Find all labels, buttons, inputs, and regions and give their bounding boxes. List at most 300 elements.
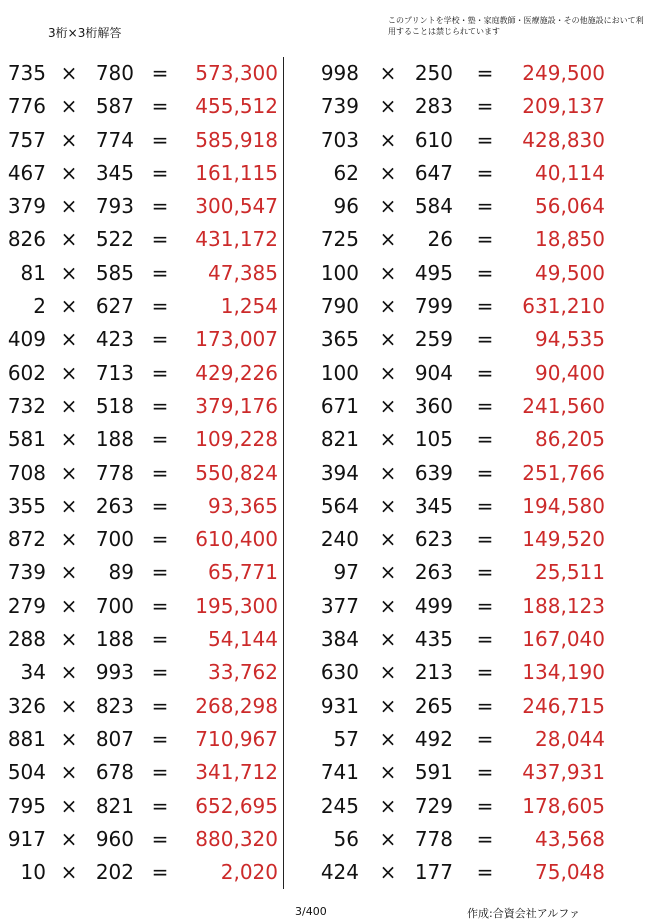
equals-sign: =: [151, 627, 169, 652]
answer: 585,918: [195, 127, 278, 152]
multiplier: 729: [414, 793, 453, 818]
multiplier: 345: [95, 160, 134, 185]
equals-sign: =: [476, 427, 494, 452]
answer: 188,123: [522, 593, 605, 618]
problem-row: [0, 690, 300, 723]
multiplicand: 56: [333, 826, 359, 851]
times-sign: ×: [379, 327, 397, 352]
problem-row: [313, 623, 613, 656]
multiplicand: 240: [320, 527, 359, 552]
times-sign: ×: [379, 760, 397, 785]
multiplicand: 872: [7, 527, 46, 552]
problem-row: [313, 723, 613, 756]
times-sign: ×: [379, 94, 397, 119]
answer: 550,824: [195, 460, 278, 485]
answer: 25,511: [535, 560, 605, 585]
multiplicand: 10: [20, 860, 46, 885]
multiplicand: 881: [7, 726, 46, 751]
multiplicand: 671: [320, 393, 359, 418]
times-sign: ×: [60, 160, 78, 185]
times-sign: ×: [60, 194, 78, 219]
multiplicand: 81: [20, 260, 46, 285]
times-sign: ×: [379, 127, 397, 152]
multiplicand: 96: [333, 194, 359, 219]
equals-sign: =: [476, 327, 494, 352]
problem-row: [313, 357, 613, 390]
multiplier: 647: [414, 160, 453, 185]
multiplier: 499: [414, 593, 453, 618]
multiplicand: 245: [320, 793, 359, 818]
problem-row: [313, 257, 613, 290]
equals-sign: =: [476, 460, 494, 485]
answer: 268,298: [195, 693, 278, 718]
answer: 149,520: [522, 527, 605, 552]
equals-sign: =: [151, 227, 169, 252]
answer: 429,226: [195, 360, 278, 385]
multiplicand: 504: [7, 760, 46, 785]
answer: 209,137: [522, 94, 605, 119]
multiplier: 778: [95, 460, 134, 485]
equals-sign: =: [151, 360, 169, 385]
multiplicand: 739: [320, 94, 359, 119]
multiplier: 821: [95, 793, 134, 818]
equals-sign: =: [151, 194, 169, 219]
multiplier: 774: [95, 127, 134, 152]
multiplicand: 757: [7, 127, 46, 152]
answer: 573,300: [195, 61, 278, 85]
equals-sign: =: [476, 393, 494, 418]
answer: 161,115: [195, 160, 278, 185]
problem-row: [0, 623, 300, 656]
problem-row: [313, 223, 613, 256]
problem-row: [313, 590, 613, 623]
multiplier: 700: [95, 527, 134, 552]
equals-sign: =: [476, 826, 494, 851]
times-sign: ×: [379, 826, 397, 851]
multiplier: 610: [414, 127, 453, 152]
times-sign: ×: [379, 61, 397, 85]
multiplier: 585: [95, 260, 134, 285]
multiplicand: 326: [7, 693, 46, 718]
multiplier: 423: [95, 327, 134, 352]
equals-sign: =: [476, 726, 494, 751]
problem-row: [313, 523, 613, 556]
answer: 341,712: [195, 760, 278, 785]
multiplier: 522: [95, 227, 134, 252]
equals-sign: =: [476, 793, 494, 818]
problem-row: [313, 390, 613, 423]
multiplicand: 384: [320, 627, 359, 652]
times-sign: ×: [60, 393, 78, 418]
multiplier: 904: [414, 360, 453, 385]
multiplicand: 100: [320, 360, 359, 385]
multiplier: 105: [414, 427, 453, 452]
problem-row: [0, 423, 300, 456]
multiplier: 823: [95, 693, 134, 718]
multiplier: 807: [95, 726, 134, 751]
times-sign: ×: [60, 460, 78, 485]
equals-sign: =: [151, 61, 169, 85]
equals-sign: =: [151, 94, 169, 119]
multiplier: 263: [95, 493, 134, 518]
times-sign: ×: [60, 693, 78, 718]
multiplier: 678: [95, 760, 134, 785]
times-sign: ×: [60, 560, 78, 585]
times-sign: ×: [60, 260, 78, 285]
answer: 65,771: [208, 560, 278, 585]
multiplicand: 581: [7, 427, 46, 452]
times-sign: ×: [60, 427, 78, 452]
multiplicand: 279: [7, 593, 46, 618]
problem-row: [313, 490, 613, 523]
multiplicand: 97: [333, 560, 359, 585]
times-sign: ×: [379, 393, 397, 418]
multiplicand: 34: [20, 660, 46, 685]
problem-row: [0, 656, 300, 689]
author-credit: 作成:合資会社アルファ: [467, 907, 581, 920]
answer: 710,967: [195, 726, 278, 751]
equals-sign: =: [476, 94, 494, 119]
answer: 109,228: [195, 427, 278, 452]
times-sign: ×: [60, 294, 78, 319]
multiplier: 799: [414, 294, 453, 319]
answer: 880,320: [195, 826, 278, 851]
answer: 54,144: [208, 627, 278, 652]
times-sign: ×: [379, 260, 397, 285]
answer: 178,605: [522, 793, 605, 818]
worksheet-title: 3桁×3桁解答: [48, 26, 122, 40]
problem-row: [0, 124, 300, 157]
problem-row: [313, 90, 613, 123]
column-divider: [283, 57, 284, 889]
equals-sign: =: [476, 493, 494, 518]
equals-sign: =: [151, 793, 169, 818]
times-sign: ×: [60, 493, 78, 518]
multiplicand: 708: [7, 460, 46, 485]
equals-sign: =: [476, 61, 494, 85]
equals-sign: =: [151, 160, 169, 185]
answer: 40,114: [535, 160, 605, 185]
equals-sign: =: [476, 560, 494, 585]
multiplicand: 365: [320, 327, 359, 352]
equals-sign: =: [476, 294, 494, 319]
answer: 437,931: [522, 760, 605, 785]
equals-sign: =: [151, 427, 169, 452]
multiplier: 495: [414, 260, 453, 285]
answer: 173,007: [195, 327, 278, 352]
multiplicand: 62: [333, 160, 359, 185]
multiplier: 259: [414, 327, 453, 352]
equals-sign: =: [151, 460, 169, 485]
multiplicand: 735: [7, 61, 46, 85]
answer: 241,560: [522, 393, 605, 418]
multiplier: 639: [414, 460, 453, 485]
multiplicand: 424: [320, 860, 359, 885]
answer: 28,044: [535, 726, 605, 751]
problem-row: [313, 556, 613, 589]
problem-row: [313, 823, 613, 856]
multiplier: 700: [95, 593, 134, 618]
times-sign: ×: [60, 61, 78, 85]
equals-sign: =: [151, 860, 169, 885]
multiplicand: 379: [7, 194, 46, 219]
problem-row: [313, 690, 613, 723]
problem-row: [313, 323, 613, 356]
problem-row: [0, 756, 300, 789]
multiplier: 213: [414, 660, 453, 685]
multiplier: 360: [414, 393, 453, 418]
multiplicand: 100: [320, 260, 359, 285]
times-sign: ×: [379, 593, 397, 618]
times-sign: ×: [379, 360, 397, 385]
problem-row: [313, 457, 613, 490]
answer: 455,512: [195, 94, 278, 119]
times-sign: ×: [379, 227, 397, 252]
equals-sign: =: [151, 527, 169, 552]
answer: 652,695: [195, 793, 278, 818]
multiplicand: 790: [320, 294, 359, 319]
equals-sign: =: [476, 194, 494, 219]
problem-row: [0, 723, 300, 756]
page-number: 3/400: [295, 905, 327, 918]
answer: 428,830: [522, 127, 605, 152]
multiplicand: 377: [320, 593, 359, 618]
equals-sign: =: [151, 327, 169, 352]
answer: 300,547: [195, 194, 278, 219]
times-sign: ×: [379, 527, 397, 552]
times-sign: ×: [60, 94, 78, 119]
answer: 251,766: [522, 460, 605, 485]
answer: 43,568: [535, 826, 605, 851]
problem-row: [0, 257, 300, 290]
answer: 631,210: [522, 294, 605, 319]
multiplicand: 409: [7, 327, 46, 352]
multiplier: 584: [414, 194, 453, 219]
times-sign: ×: [379, 660, 397, 685]
equals-sign: =: [476, 227, 494, 252]
multiplier: 283: [414, 94, 453, 119]
multiplier: 188: [95, 427, 134, 452]
multiplicand: 564: [320, 493, 359, 518]
times-sign: ×: [60, 227, 78, 252]
multiplier: 188: [95, 627, 134, 652]
equals-sign: =: [476, 260, 494, 285]
multiplicand: 630: [320, 660, 359, 685]
times-sign: ×: [379, 860, 397, 885]
answer: 90,400: [535, 360, 605, 385]
times-sign: ×: [379, 460, 397, 485]
times-sign: ×: [60, 826, 78, 851]
problem-row: [0, 357, 300, 390]
answer: 431,172: [195, 227, 278, 252]
equals-sign: =: [476, 627, 494, 652]
times-sign: ×: [60, 726, 78, 751]
multiplicand: 741: [320, 760, 359, 785]
multiplier: 202: [95, 860, 134, 885]
usage-notice: このプリントを学校・塾・家庭教師・医療施設・その他施設において利用することは禁じられています: [388, 16, 644, 36]
multiplier: 250: [414, 61, 453, 85]
problem-row: [0, 90, 300, 123]
times-sign: ×: [379, 793, 397, 818]
answer: 2,020: [220, 860, 278, 885]
times-sign: ×: [60, 360, 78, 385]
answer: 47,385: [208, 260, 278, 285]
multiplicand: 602: [7, 360, 46, 385]
equals-sign: =: [151, 660, 169, 685]
times-sign: ×: [379, 160, 397, 185]
problem-row: [0, 290, 300, 323]
answer: 1,254: [220, 294, 278, 319]
times-sign: ×: [60, 793, 78, 818]
multiplier: 623: [414, 527, 453, 552]
equals-sign: =: [151, 127, 169, 152]
multiplier: 177: [414, 860, 453, 885]
equals-sign: =: [476, 760, 494, 785]
multiplicand: 57: [333, 726, 359, 751]
problem-row: [313, 290, 613, 323]
equals-sign: =: [151, 560, 169, 585]
times-sign: ×: [379, 493, 397, 518]
times-sign: ×: [379, 294, 397, 319]
problem-row: [0, 157, 300, 190]
answer: 33,762: [208, 660, 278, 685]
times-sign: ×: [379, 560, 397, 585]
problem-row: [313, 157, 613, 190]
equals-sign: =: [476, 693, 494, 718]
multiplier: 591: [414, 760, 453, 785]
times-sign: ×: [379, 726, 397, 751]
multiplicand: 394: [320, 460, 359, 485]
equals-sign: =: [151, 393, 169, 418]
times-sign: ×: [379, 627, 397, 652]
problem-row: [0, 856, 300, 889]
multiplicand: 776: [7, 94, 46, 119]
equals-sign: =: [151, 760, 169, 785]
answer: 86,205: [535, 427, 605, 452]
answer: 75,048: [535, 860, 605, 885]
problem-row: [313, 790, 613, 823]
problem-row: [0, 490, 300, 523]
times-sign: ×: [60, 327, 78, 352]
problem-row: [313, 57, 613, 90]
equals-sign: =: [476, 127, 494, 152]
equals-sign: =: [151, 826, 169, 851]
problem-row: [0, 223, 300, 256]
times-sign: ×: [379, 427, 397, 452]
multiplier: 345: [414, 493, 453, 518]
left-problem-column: [0, 57, 300, 889]
equals-sign: =: [151, 693, 169, 718]
times-sign: ×: [60, 660, 78, 685]
answer: 249,500: [522, 61, 605, 85]
equals-sign: =: [151, 726, 169, 751]
equals-sign: =: [151, 593, 169, 618]
multiplier: 587: [95, 94, 134, 119]
equals-sign: =: [476, 360, 494, 385]
answer: 49,500: [535, 260, 605, 285]
multiplicand: 288: [7, 627, 46, 652]
answer: 195,300: [195, 593, 278, 618]
multiplier: 435: [414, 627, 453, 652]
times-sign: ×: [60, 527, 78, 552]
answer: 246,715: [522, 693, 605, 718]
answer: 18,850: [535, 227, 605, 252]
problem-row: [313, 423, 613, 456]
multiplier: 713: [95, 360, 134, 385]
answer: 194,580: [522, 493, 605, 518]
multiplicand: 2: [33, 294, 46, 319]
multiplicand: 931: [320, 693, 359, 718]
multiplicand: 821: [320, 427, 359, 452]
times-sign: ×: [60, 760, 78, 785]
equals-sign: =: [476, 160, 494, 185]
problem-row: [313, 756, 613, 789]
multiplier: 793: [95, 194, 134, 219]
equals-sign: =: [151, 294, 169, 319]
problem-row: [0, 823, 300, 856]
multiplicand: 998: [320, 61, 359, 85]
multiplicand: 703: [320, 127, 359, 152]
problem-row: [0, 556, 300, 589]
answer: 610,400: [195, 527, 278, 552]
problem-row: [0, 190, 300, 223]
multiplier: 960: [95, 826, 134, 851]
answer: 93,365: [208, 493, 278, 518]
problem-row: [0, 390, 300, 423]
multiplicand: 732: [7, 393, 46, 418]
equals-sign: =: [476, 860, 494, 885]
problem-row: [0, 523, 300, 556]
equals-sign: =: [151, 260, 169, 285]
equals-sign: =: [151, 493, 169, 518]
problem-row: [0, 457, 300, 490]
multiplier: 263: [414, 560, 453, 585]
problem-row: [313, 856, 613, 889]
answer: 94,535: [535, 327, 605, 352]
multiplicand: 355: [7, 493, 46, 518]
multiplier: 518: [95, 393, 134, 418]
multiplier: 993: [95, 660, 134, 685]
equals-sign: =: [476, 660, 494, 685]
multiplicand: 826: [7, 227, 46, 252]
multiplier: 89: [108, 560, 134, 585]
problem-row: [0, 790, 300, 823]
multiplier: 778: [414, 826, 453, 851]
multiplicand: 467: [7, 160, 46, 185]
times-sign: ×: [379, 194, 397, 219]
times-sign: ×: [60, 593, 78, 618]
multiplier: 265: [414, 693, 453, 718]
problem-row: [0, 323, 300, 356]
equals-sign: =: [476, 593, 494, 618]
answer: 379,176: [195, 393, 278, 418]
times-sign: ×: [379, 693, 397, 718]
times-sign: ×: [60, 860, 78, 885]
multiplicand: 739: [7, 560, 46, 585]
multiplicand: 795: [7, 793, 46, 818]
problem-row: [313, 124, 613, 157]
problem-row: [313, 190, 613, 223]
multiplicand: 917: [7, 826, 46, 851]
equals-sign: =: [476, 527, 494, 552]
problem-row: [0, 57, 300, 90]
multiplicand: 725: [320, 227, 359, 252]
multiplier: 627: [95, 294, 134, 319]
multiplier: 780: [95, 61, 134, 85]
answer: 134,190: [522, 660, 605, 685]
answer: 167,040: [522, 627, 605, 652]
problem-row: [313, 656, 613, 689]
